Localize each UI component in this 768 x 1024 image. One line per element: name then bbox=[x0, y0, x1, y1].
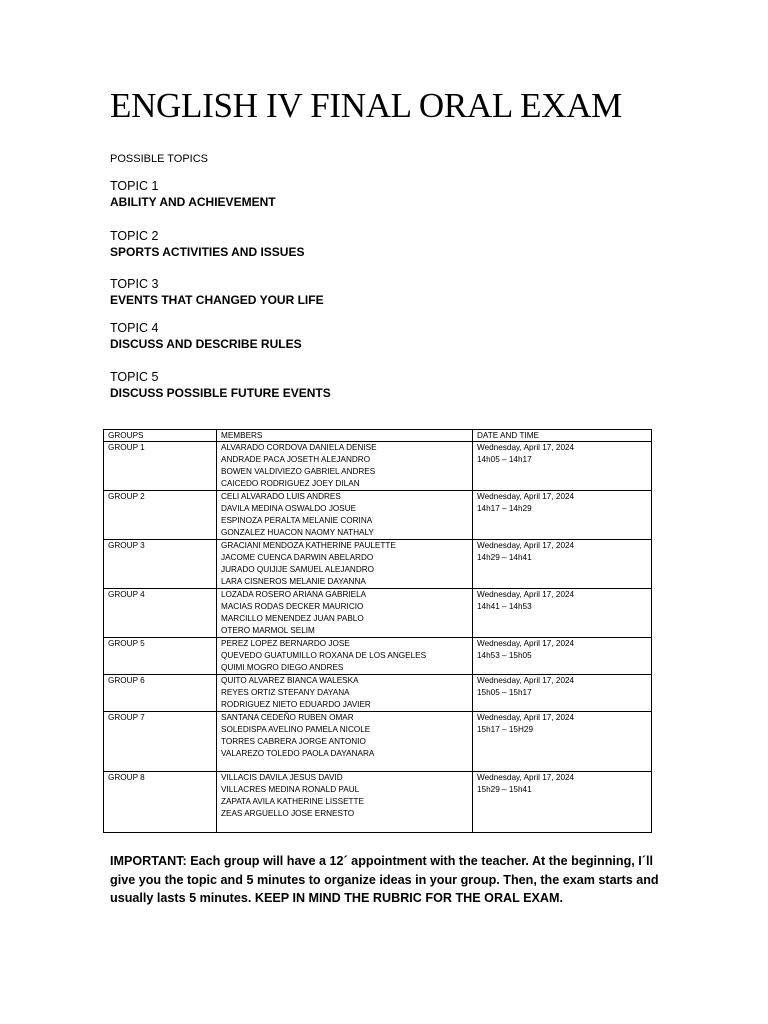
topic-3 bbox=[110, 276, 324, 308]
exam-date: Wednesday, April 17, 2024 bbox=[477, 492, 575, 501]
group-cell bbox=[104, 638, 217, 675]
member-name: ALVARADO CORDOVA DANIELA DENISE bbox=[221, 443, 377, 452]
exam-time: 14h29 – 14h41 bbox=[477, 552, 532, 562]
group-cell bbox=[104, 712, 217, 772]
exam-time: 14h53 – 15h05 bbox=[477, 650, 532, 660]
table-row bbox=[104, 772, 652, 833]
exam-date: Wednesday, April 17, 2024 bbox=[477, 541, 575, 550]
member-name: MARCILLO MENENDEZ JUAN PABLO bbox=[221, 613, 364, 623]
members-cell bbox=[217, 540, 473, 589]
exam-time: 15h29 – 15h41 bbox=[477, 784, 532, 794]
member-name: VILLACIS DAVILA JESUS DAVID bbox=[221, 773, 343, 782]
topic-title: DISCUSS POSSIBLE FUTURE EVENTS bbox=[110, 386, 331, 400]
member-name: MACIAS RODAS DECKER MAURICIO bbox=[221, 601, 364, 611]
members-cell bbox=[217, 589, 473, 638]
date-time-cell bbox=[473, 589, 652, 638]
member-name: VALAREZO TOLEDO PAOLA DAYANARA bbox=[221, 748, 375, 758]
members-cell bbox=[217, 442, 473, 491]
table-row bbox=[104, 712, 652, 772]
group-name: GROUP 7 bbox=[108, 713, 145, 722]
member-name: VILLACRES MEDINA RONALD PAUL bbox=[221, 784, 360, 794]
group-name: GROUP 1 bbox=[108, 443, 145, 452]
groups-column-header: GROUPS bbox=[104, 430, 217, 442]
member-name: QUITO ALVAREZ BIANCA WALESKA bbox=[221, 676, 359, 685]
member-name: SANTANA CEDEÑO RUBEN OMAR bbox=[221, 713, 354, 722]
member-name: JACOME CUENCA DARWIN ABELARDO bbox=[221, 552, 374, 562]
exam-time: 15h05 – 15h17 bbox=[477, 687, 532, 697]
member-name: PEREZ LOPEZ BERNARDO JOSE bbox=[221, 639, 350, 648]
member-name: ZAPATA AVILA KATHERINE LISSETTE bbox=[221, 796, 365, 806]
group-cell bbox=[104, 589, 217, 638]
members-cell bbox=[217, 712, 473, 772]
group-name: GROUP 3 bbox=[108, 541, 145, 550]
date-time-cell bbox=[473, 638, 652, 675]
members-cell bbox=[217, 675, 473, 712]
member-name: GRACIANI MENDOZA KATHERINE PAULETTE bbox=[221, 541, 396, 550]
members-cell bbox=[217, 638, 473, 675]
member-name: LARA CISNEROS MELANIE DAYANNA bbox=[221, 576, 366, 586]
table-row bbox=[104, 675, 652, 712]
exam-date: Wednesday, April 17, 2024 bbox=[477, 773, 575, 782]
date-time-cell bbox=[473, 675, 652, 712]
table-row bbox=[104, 540, 652, 589]
exam-date: Wednesday, April 17, 2024 bbox=[477, 639, 575, 648]
table-row bbox=[104, 589, 652, 638]
member-name: LOZADA ROSERO ARIANA GABRIELA bbox=[221, 590, 367, 599]
topic-2 bbox=[110, 228, 304, 260]
members-cell bbox=[217, 491, 473, 540]
member-name: DAVILA MEDINA OSWALDO JOSUE bbox=[221, 503, 357, 513]
table-row bbox=[104, 491, 652, 540]
member-name: CELI ALVARADO LUIS ANDRES bbox=[221, 492, 341, 501]
member-name: QUIMI MOGRO DIEGO ANDRES bbox=[221, 662, 344, 672]
group-cell bbox=[104, 491, 217, 540]
table-row bbox=[104, 442, 652, 491]
group-cell bbox=[104, 540, 217, 589]
group-name: GROUP 5 bbox=[108, 639, 145, 648]
exam-date: Wednesday, April 17, 2024 bbox=[477, 443, 575, 452]
group-name: GROUP 6 bbox=[108, 676, 145, 685]
member-name: ZEAS ARGUELLO JOSE ERNESTO bbox=[221, 808, 355, 818]
important-note: IMPORTANT: Each group will have a 12´ appointment with the teacher. At the beginning, I´ll give you the topic and 5 minutes to organize ideas in your group. Then, the exam starts and usually lasts 5 minutes. KEEP IN MIND THE RUBRIC FOR THE ORAL EXAM. bbox=[110, 854, 659, 905]
groups-schedule-table bbox=[103, 429, 652, 833]
topic-1 bbox=[110, 178, 276, 210]
member-name: REYES ORTIZ STEFANY DAYANA bbox=[221, 687, 350, 697]
topic-5 bbox=[110, 369, 331, 401]
member-name: OTERO MARMOL SELIM bbox=[221, 625, 315, 635]
member-name: TORRES CABRERA JORGE ANTONIO bbox=[221, 736, 366, 746]
topic-label: TOPIC 5 bbox=[110, 370, 159, 384]
member-name: ANDRADE PACA JOSETH ALEJANDRO bbox=[221, 454, 371, 464]
table-header-row bbox=[104, 430, 652, 442]
member-name: ESPINOZA PERALTA MELANIE CORINA bbox=[221, 515, 373, 525]
topic-label: TOPIC 4 bbox=[110, 321, 159, 335]
page-title: ENGLISH IV FINAL ORAL EXAM bbox=[110, 86, 622, 125]
exam-time: 14h05 – 14h17 bbox=[477, 454, 532, 464]
date-time-cell bbox=[473, 772, 652, 833]
topic-title: SPORTS ACTIVITIES AND ISSUES bbox=[110, 245, 305, 259]
member-name: CAICEDO RODRIGUEZ JOEY DILAN bbox=[221, 478, 360, 488]
date-time-cell bbox=[473, 540, 652, 589]
exam-date: Wednesday, April 17, 2024 bbox=[477, 590, 575, 599]
date-time-cell bbox=[473, 491, 652, 540]
group-name: GROUP 8 bbox=[108, 773, 145, 782]
members-cell bbox=[217, 772, 473, 833]
members-column-header: MEMBERS bbox=[217, 430, 473, 442]
member-name: RODRIGUEZ NIETO EDUARDO JAVIER bbox=[221, 699, 371, 709]
topic-title: EVENTS THAT CHANGED YOUR LIFE bbox=[110, 293, 324, 307]
member-name: BOWEN VALDIVIEZO GABRIEL ANDRES bbox=[221, 466, 376, 476]
topic-title: DISCUSS AND DESCRIBE RULES bbox=[110, 337, 302, 351]
group-cell bbox=[104, 772, 217, 833]
group-name: GROUP 2 bbox=[108, 492, 145, 501]
topic-4 bbox=[110, 320, 302, 352]
exam-time: 14h17 – 14h29 bbox=[477, 503, 532, 513]
exam-time: 14h41 – 14h53 bbox=[477, 601, 532, 611]
date-time-column-header: DATE AND TIME bbox=[473, 430, 652, 442]
exam-date: Wednesday, April 17, 2024 bbox=[477, 713, 575, 722]
group-cell bbox=[104, 442, 217, 491]
group-cell bbox=[104, 675, 217, 712]
topic-label: TOPIC 2 bbox=[110, 229, 159, 243]
topic-label: TOPIC 1 bbox=[110, 179, 159, 193]
topic-title: ABILITY AND ACHIEVEMENT bbox=[110, 195, 276, 209]
date-time-cell bbox=[473, 712, 652, 772]
member-name: JURADO QUIJIJE SAMUEL ALEJANDRO bbox=[221, 564, 375, 574]
date-time-cell bbox=[473, 442, 652, 491]
group-name: GROUP 4 bbox=[108, 590, 145, 599]
exam-time: 15h17 – 15H29 bbox=[477, 724, 533, 734]
table-row bbox=[104, 638, 652, 675]
topic-label: TOPIC 3 bbox=[110, 277, 159, 291]
member-name: QUEVEDO GUATUMILLO ROXANA DE LOS ANGELES bbox=[221, 650, 427, 660]
exam-date: Wednesday, April 17, 2024 bbox=[477, 676, 575, 685]
member-name: GONZALEZ HUACON NAOMY NATHALY bbox=[221, 527, 374, 537]
possible-topics-heading: POSSIBLE TOPICS bbox=[110, 153, 209, 165]
member-name: SOLEDISPA AVELINO PAMELA NICOLE bbox=[221, 724, 371, 734]
